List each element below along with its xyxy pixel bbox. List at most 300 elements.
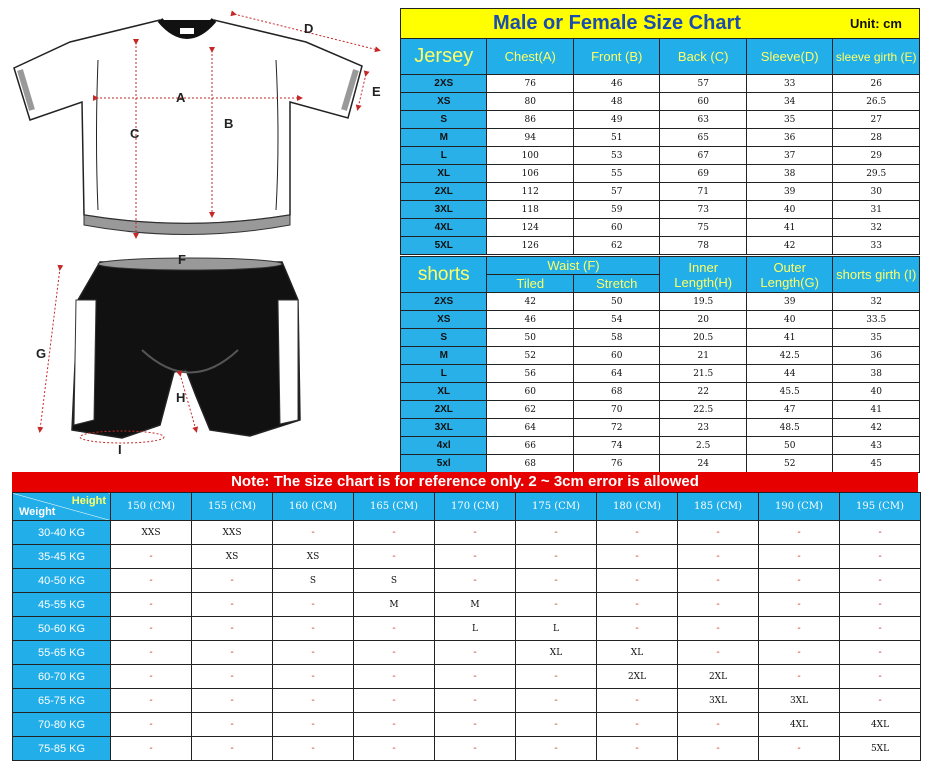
height-header: 180 (CM) bbox=[597, 493, 678, 521]
value-cell: 67 bbox=[660, 147, 746, 165]
table-row bbox=[13, 545, 921, 569]
size-suggestion-cell: - bbox=[111, 617, 192, 641]
value-cell: 45.5 bbox=[746, 383, 832, 401]
size-suggestion-cell: 4XL bbox=[759, 713, 840, 737]
size-cell: 5xl bbox=[401, 455, 487, 473]
size-cell: 2XL bbox=[401, 183, 487, 201]
table-row bbox=[401, 437, 920, 455]
size-suggestion-cell: - bbox=[192, 569, 273, 593]
value-cell: 38 bbox=[746, 165, 833, 183]
value-cell: 29 bbox=[833, 147, 920, 165]
value-cell: 94 bbox=[487, 129, 573, 147]
value-cell: 29.5 bbox=[833, 165, 920, 183]
size-suggestion-cell: - bbox=[759, 617, 840, 641]
value-cell: 46 bbox=[573, 75, 659, 93]
value-cell: 44 bbox=[746, 365, 832, 383]
value-cell: 50 bbox=[746, 437, 832, 455]
value-cell: 56 bbox=[487, 365, 573, 383]
size-suggestion-cell: - bbox=[111, 545, 192, 569]
value-cell: 38 bbox=[833, 365, 920, 383]
value-cell: 59 bbox=[573, 201, 659, 219]
height-header: 175 (CM) bbox=[516, 493, 597, 521]
size-suggestion-cell: - bbox=[354, 689, 435, 713]
table-row bbox=[401, 329, 920, 347]
value-cell: 118 bbox=[487, 201, 573, 219]
value-cell: 45 bbox=[833, 455, 920, 473]
size-suggestion-cell: - bbox=[273, 521, 354, 545]
weight-cell: 30-40 KG bbox=[13, 521, 111, 545]
size-suggestion-cell: - bbox=[435, 665, 516, 689]
size-suggestion-cell: - bbox=[111, 737, 192, 761]
size-suggestion-cell: 2XL bbox=[597, 665, 678, 689]
value-cell: 26 bbox=[833, 75, 920, 93]
value-cell: 36 bbox=[746, 129, 833, 147]
value-cell: 42 bbox=[746, 237, 833, 255]
value-cell: 126 bbox=[487, 237, 573, 255]
height-header: 150 (CM) bbox=[111, 493, 192, 521]
value-cell: 43 bbox=[833, 437, 920, 455]
value-cell: 34 bbox=[746, 93, 833, 111]
value-cell: 76 bbox=[487, 75, 573, 93]
col-chest: Chest(A) bbox=[487, 39, 573, 75]
value-cell: 22.5 bbox=[660, 401, 746, 419]
value-cell: 52 bbox=[487, 347, 573, 365]
label-i: I bbox=[118, 442, 122, 457]
table-row bbox=[13, 521, 921, 545]
size-suggestion-cell: - bbox=[678, 545, 759, 569]
size-suggestion-cell: - bbox=[192, 617, 273, 641]
table-row bbox=[401, 93, 920, 111]
table-row bbox=[401, 365, 920, 383]
size-suggestion-cell: - bbox=[435, 641, 516, 665]
size-suggestion-cell: - bbox=[840, 689, 921, 713]
table-row bbox=[401, 165, 920, 183]
table-row bbox=[401, 129, 920, 147]
table-row bbox=[13, 569, 921, 593]
size-suggestion-cell: - bbox=[111, 593, 192, 617]
value-cell: 40 bbox=[833, 383, 920, 401]
value-cell: 41 bbox=[746, 219, 833, 237]
table-row bbox=[13, 593, 921, 617]
size-suggestion-cell: - bbox=[111, 713, 192, 737]
value-cell: 19.5 bbox=[660, 293, 746, 311]
size-suggestion-cell: - bbox=[840, 545, 921, 569]
table-row bbox=[13, 665, 921, 689]
value-cell: 86 bbox=[487, 111, 573, 129]
size-suggestion-cell: L bbox=[435, 617, 516, 641]
jersey-label: Jersey bbox=[401, 39, 487, 75]
garment-illustration bbox=[0, 0, 400, 472]
col-inner-length: Inner Length(H) bbox=[660, 257, 746, 293]
table-row bbox=[401, 219, 920, 237]
value-cell: 21 bbox=[660, 347, 746, 365]
size-suggestion-cell: - bbox=[354, 545, 435, 569]
value-cell: 48.5 bbox=[746, 419, 832, 437]
col-shorts-girth: shorts girth (I) bbox=[833, 257, 920, 293]
value-cell: 30 bbox=[833, 183, 920, 201]
size-suggestion-cell: XXS bbox=[192, 521, 273, 545]
size-suggestion-cell: - bbox=[192, 737, 273, 761]
weight-cell: 75-85 KG bbox=[13, 737, 111, 761]
size-suggestion-cell: - bbox=[435, 737, 516, 761]
jersey-drawing bbox=[14, 20, 362, 235]
weight-cell: 65-75 KG bbox=[13, 689, 111, 713]
size-suggestion-cell: - bbox=[435, 545, 516, 569]
size-suggestion-cell: - bbox=[597, 617, 678, 641]
value-cell: 33 bbox=[746, 75, 833, 93]
value-cell: 75 bbox=[660, 219, 746, 237]
value-cell: 33 bbox=[833, 237, 920, 255]
size-cell: 4xl bbox=[401, 437, 487, 455]
col-stretch: Stretch bbox=[573, 275, 660, 293]
size-suggestion-cell: - bbox=[111, 641, 192, 665]
value-cell: 68 bbox=[573, 383, 660, 401]
value-cell: 53 bbox=[573, 147, 659, 165]
size-suggestion-cell: - bbox=[678, 521, 759, 545]
size-suggestion-cell: - bbox=[759, 545, 840, 569]
size-suggestion-cell: - bbox=[516, 689, 597, 713]
weight-cell: 35-45 KG bbox=[13, 545, 111, 569]
size-suggestion-cell: - bbox=[516, 737, 597, 761]
value-cell: 37 bbox=[746, 147, 833, 165]
weight-cell: 40-50 KG bbox=[13, 569, 111, 593]
weight-cell: 55-65 KG bbox=[13, 641, 111, 665]
value-cell: 55 bbox=[573, 165, 659, 183]
value-cell: 50 bbox=[487, 329, 573, 347]
height-header: 190 (CM) bbox=[759, 493, 840, 521]
size-suggestion-cell: - bbox=[759, 593, 840, 617]
table-row bbox=[401, 311, 920, 329]
table-row bbox=[401, 201, 920, 219]
value-cell: 21.5 bbox=[660, 365, 746, 383]
size-cell: 3XL bbox=[401, 419, 487, 437]
size-suggestion-cell: - bbox=[192, 713, 273, 737]
size-suggestion-cell: - bbox=[273, 737, 354, 761]
value-cell: 60 bbox=[573, 347, 660, 365]
size-suggestion-cell: 3XL bbox=[678, 689, 759, 713]
height-header: 195 (CM) bbox=[840, 493, 921, 521]
size-suggestion-cell: - bbox=[516, 521, 597, 545]
size-suggestion-cell: - bbox=[111, 569, 192, 593]
size-suggestion-cell: - bbox=[192, 665, 273, 689]
table-row bbox=[401, 401, 920, 419]
size-cell: 4XL bbox=[401, 219, 487, 237]
label-a: A bbox=[176, 90, 186, 105]
value-cell: 39 bbox=[746, 183, 833, 201]
col-sleeve: Sleeve(D) bbox=[746, 39, 833, 75]
size-suggestion-cell: - bbox=[354, 617, 435, 641]
value-cell: 35 bbox=[746, 111, 833, 129]
size-suggestion-cell: - bbox=[597, 545, 678, 569]
value-cell: 41 bbox=[833, 401, 920, 419]
size-suggestion-cell: - bbox=[273, 665, 354, 689]
size-suggestion-cell: - bbox=[840, 521, 921, 545]
size-suggestion-cell: - bbox=[354, 737, 435, 761]
size-suggestion-cell: XS bbox=[192, 545, 273, 569]
table-row bbox=[13, 713, 921, 737]
value-cell: 49 bbox=[573, 111, 659, 129]
size-suggestion-cell: M bbox=[354, 593, 435, 617]
label-d: D bbox=[304, 21, 314, 36]
size-suggestion-cell: - bbox=[516, 545, 597, 569]
col-tiled: Tiled bbox=[487, 275, 573, 293]
value-cell: 54 bbox=[573, 311, 660, 329]
table-row bbox=[401, 383, 920, 401]
value-cell: 32 bbox=[833, 293, 920, 311]
size-suggestion-cell: - bbox=[273, 641, 354, 665]
value-cell: 57 bbox=[660, 75, 746, 93]
value-cell: 106 bbox=[487, 165, 573, 183]
value-cell: 66 bbox=[487, 437, 573, 455]
label-c: C bbox=[130, 126, 140, 141]
size-cell: 2XS bbox=[401, 293, 487, 311]
height-header: 155 (CM) bbox=[192, 493, 273, 521]
value-cell: 20 bbox=[660, 311, 746, 329]
size-suggestion-cell: - bbox=[597, 521, 678, 545]
value-cell: 47 bbox=[746, 401, 832, 419]
value-cell: 22 bbox=[660, 383, 746, 401]
value-cell: 60 bbox=[487, 383, 573, 401]
value-cell: 70 bbox=[573, 401, 660, 419]
size-suggestion-cell: - bbox=[435, 521, 516, 545]
size-suggestion-cell: - bbox=[516, 713, 597, 737]
table-row bbox=[401, 147, 920, 165]
table-row bbox=[401, 75, 920, 93]
table-row bbox=[401, 237, 920, 255]
weight-cell: 50-60 KG bbox=[13, 617, 111, 641]
col-front: Front (B) bbox=[573, 39, 659, 75]
size-cell: XL bbox=[401, 165, 487, 183]
value-cell: 28 bbox=[833, 129, 920, 147]
size-suggestion-cell: - bbox=[840, 641, 921, 665]
size-suggestion-cell: 2XL bbox=[678, 665, 759, 689]
size-suggestion-cell: - bbox=[516, 569, 597, 593]
value-cell: 32 bbox=[833, 219, 920, 237]
value-cell: 27 bbox=[833, 111, 920, 129]
size-suggestion-cell: - bbox=[759, 641, 840, 665]
size-suggestion-cell: L bbox=[516, 617, 597, 641]
size-cell: S bbox=[401, 111, 487, 129]
value-cell: 65 bbox=[660, 129, 746, 147]
size-cell: XS bbox=[401, 93, 487, 111]
height-header: 170 (CM) bbox=[435, 493, 516, 521]
height-label: Height bbox=[71, 495, 106, 507]
size-suggestion-cell: - bbox=[840, 665, 921, 689]
size-suggestion-cell: 5XL bbox=[840, 737, 921, 761]
table-row bbox=[13, 617, 921, 641]
size-suggestion-cell: - bbox=[354, 713, 435, 737]
col-waist: Waist (F) bbox=[487, 257, 660, 275]
size-suggestion-cell: - bbox=[354, 665, 435, 689]
value-cell: 36 bbox=[833, 347, 920, 365]
table-row bbox=[401, 293, 920, 311]
size-cell: M bbox=[401, 129, 487, 147]
size-suggestion-cell: - bbox=[111, 665, 192, 689]
table-row bbox=[401, 455, 920, 473]
size-suggestion-cell: - bbox=[840, 617, 921, 641]
size-suggestion-cell: - bbox=[435, 569, 516, 593]
size-suggestion-cell: - bbox=[192, 689, 273, 713]
size-suggestion-cell: - bbox=[273, 689, 354, 713]
value-cell: 64 bbox=[573, 365, 660, 383]
value-cell: 69 bbox=[660, 165, 746, 183]
value-cell: 40 bbox=[746, 201, 833, 219]
size-suggestion-cell: 4XL bbox=[840, 713, 921, 737]
table-row bbox=[401, 419, 920, 437]
value-cell: 80 bbox=[487, 93, 573, 111]
value-cell: 78 bbox=[660, 237, 746, 255]
size-suggestion-cell: XXS bbox=[111, 521, 192, 545]
value-cell: 74 bbox=[573, 437, 660, 455]
size-suggestion-cell: - bbox=[678, 593, 759, 617]
size-suggestion-cell: - bbox=[273, 593, 354, 617]
size-suggestion-cell: - bbox=[759, 521, 840, 545]
size-suggestion-cell: - bbox=[435, 713, 516, 737]
value-cell: 57 bbox=[573, 183, 659, 201]
value-cell: 48 bbox=[573, 93, 659, 111]
size-suggestion-cell: - bbox=[678, 569, 759, 593]
height-weight-table bbox=[12, 492, 921, 761]
size-cell: XL bbox=[401, 383, 487, 401]
value-cell: 73 bbox=[660, 201, 746, 219]
corner-cell bbox=[13, 493, 111, 521]
size-suggestion-cell: - bbox=[597, 689, 678, 713]
size-suggestion-cell: - bbox=[678, 713, 759, 737]
size-suggestion-cell: - bbox=[678, 641, 759, 665]
height-header: 165 (CM) bbox=[354, 493, 435, 521]
value-cell: 35 bbox=[833, 329, 920, 347]
value-cell: 39 bbox=[746, 293, 832, 311]
unit-label: Unit: cm bbox=[833, 9, 920, 39]
weight-cell: 70-80 KG bbox=[13, 713, 111, 737]
value-cell: 63 bbox=[660, 111, 746, 129]
value-cell: 42 bbox=[487, 293, 573, 311]
size-suggestion-cell: M bbox=[435, 593, 516, 617]
size-suggestion-cell: S bbox=[273, 569, 354, 593]
table-row bbox=[13, 737, 921, 761]
value-cell: 71 bbox=[660, 183, 746, 201]
size-suggestion-cell: XL bbox=[597, 641, 678, 665]
size-cell: 2XL bbox=[401, 401, 487, 419]
size-suggestion-cell: - bbox=[192, 641, 273, 665]
value-cell: 23 bbox=[660, 419, 746, 437]
value-cell: 58 bbox=[573, 329, 660, 347]
value-cell: 41 bbox=[746, 329, 832, 347]
value-cell: 60 bbox=[573, 219, 659, 237]
shorts-drawing bbox=[72, 258, 300, 438]
value-cell: 62 bbox=[573, 237, 659, 255]
height-header: 160 (CM) bbox=[273, 493, 354, 521]
size-suggestion-cell: - bbox=[273, 713, 354, 737]
value-cell: 40 bbox=[746, 311, 832, 329]
size-suggestion-cell: - bbox=[354, 641, 435, 665]
size-suggestion-cell: - bbox=[840, 569, 921, 593]
size-suggestion-cell: - bbox=[354, 521, 435, 545]
value-cell: 112 bbox=[487, 183, 573, 201]
value-cell: 46 bbox=[487, 311, 573, 329]
value-cell: 52 bbox=[746, 455, 832, 473]
table-row bbox=[13, 641, 921, 665]
value-cell: 72 bbox=[573, 419, 660, 437]
height-header: 185 (CM) bbox=[678, 493, 759, 521]
value-cell: 31 bbox=[833, 201, 920, 219]
size-suggestion-cell: - bbox=[759, 665, 840, 689]
size-cell: XS bbox=[401, 311, 487, 329]
size-suggestion-cell: - bbox=[111, 689, 192, 713]
weight-cell: 45-55 KG bbox=[13, 593, 111, 617]
value-cell: 62 bbox=[487, 401, 573, 419]
size-suggestion-cell: - bbox=[597, 713, 678, 737]
size-suggestion-cell: XS bbox=[273, 545, 354, 569]
size-suggestion-cell: - bbox=[516, 593, 597, 617]
size-suggestion-cell: S bbox=[354, 569, 435, 593]
size-suggestion-cell: - bbox=[759, 737, 840, 761]
table-row bbox=[13, 689, 921, 713]
size-suggestion-cell: - bbox=[273, 617, 354, 641]
table-row bbox=[401, 183, 920, 201]
value-cell: 64 bbox=[487, 419, 573, 437]
value-cell: 51 bbox=[573, 129, 659, 147]
size-cell: L bbox=[401, 147, 487, 165]
weight-label: Weight bbox=[19, 506, 56, 518]
chart-title: Male or Female Size Chart bbox=[401, 9, 833, 39]
shorts-label: shorts bbox=[401, 257, 487, 293]
value-cell: 100 bbox=[487, 147, 573, 165]
size-suggestion-cell: - bbox=[435, 689, 516, 713]
size-suggestion-cell: - bbox=[840, 593, 921, 617]
size-cell: 2XS bbox=[401, 75, 487, 93]
value-cell: 24 bbox=[660, 455, 746, 473]
value-cell: 76 bbox=[573, 455, 660, 473]
size-cell: 3XL bbox=[401, 201, 487, 219]
shorts-size-table bbox=[400, 256, 920, 473]
col-sleeve-girth: sleeve girth (E) bbox=[833, 39, 920, 75]
size-cell: 5XL bbox=[401, 237, 487, 255]
label-g: G bbox=[36, 346, 47, 361]
col-back: Back (C) bbox=[660, 39, 746, 75]
value-cell: 33.5 bbox=[833, 311, 920, 329]
size-suggestion-cell: - bbox=[597, 737, 678, 761]
size-suggestion-cell: 3XL bbox=[759, 689, 840, 713]
label-f: F bbox=[178, 252, 186, 267]
label-e: E bbox=[372, 84, 381, 99]
size-suggestion-cell: - bbox=[759, 569, 840, 593]
size-suggestion-cell: - bbox=[597, 569, 678, 593]
table-row bbox=[401, 347, 920, 365]
size-suggestion-cell: - bbox=[597, 593, 678, 617]
size-suggestion-cell: - bbox=[678, 617, 759, 641]
table-row bbox=[401, 111, 920, 129]
value-cell: 2.5 bbox=[660, 437, 746, 455]
size-suggestion-cell: - bbox=[516, 665, 597, 689]
jersey-size-table bbox=[400, 8, 920, 255]
value-cell: 68 bbox=[487, 455, 573, 473]
value-cell: 50 bbox=[573, 293, 660, 311]
note-banner: Note: The size chart is for reference only. 2 ~ 3cm error is allowed bbox=[12, 472, 918, 492]
label-b: B bbox=[224, 116, 234, 131]
size-suggestion-cell: XL bbox=[516, 641, 597, 665]
value-cell: 60 bbox=[660, 93, 746, 111]
value-cell: 42 bbox=[833, 419, 920, 437]
size-suggestion-cell: - bbox=[192, 593, 273, 617]
weight-cell: 60-70 KG bbox=[13, 665, 111, 689]
col-outer-length: Outer Length(G) bbox=[746, 257, 832, 293]
value-cell: 26.5 bbox=[833, 93, 920, 111]
value-cell: 20.5 bbox=[660, 329, 746, 347]
size-cell: M bbox=[401, 347, 487, 365]
value-cell: 42.5 bbox=[746, 347, 832, 365]
label-h: H bbox=[176, 390, 186, 405]
